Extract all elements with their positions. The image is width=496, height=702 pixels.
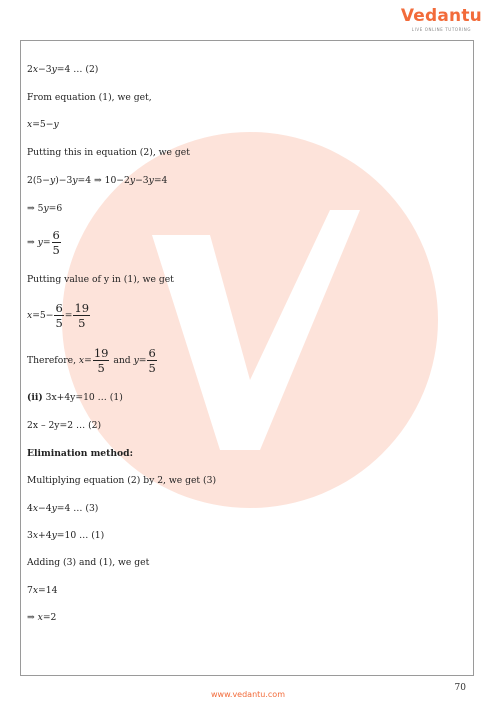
equation-line: ⇒ y= $\frac{6}{5}$: [27, 228, 60, 257]
fraction: $\frac{6}{5}$: [52, 228, 60, 257]
equation-line: x=5−y: [27, 119, 59, 130]
footer-link[interactable]: www.vedantu.com: [211, 690, 285, 699]
logo-tagline: LIVE ONLINE TUTORING: [411, 27, 472, 32]
equation-line: Therefore, x= $\frac{19}{5}$ and y= $\frac{6}{5}$: [27, 346, 156, 375]
text-line: 2x – 2y=2 … (2): [27, 420, 102, 431]
logo-wordmark: Vedantu: [400, 6, 482, 26]
text-line: Adding (3) and (1), we get: [27, 557, 150, 568]
equation-line: 2x−3y=4 … (2): [27, 64, 99, 75]
equation-line: ⇒ x=2: [27, 612, 57, 623]
equation-line: 7x=14: [27, 585, 58, 596]
equation-line: 3x+4y=10 … (1): [27, 530, 105, 541]
equation-line: 4x−4y=4 … (3): [27, 503, 99, 514]
equation-line: ⇒ 5y=6: [27, 203, 63, 214]
equation-line: (ii) 3x+4y=10 … (1): [27, 392, 123, 403]
page-number: 70: [454, 683, 466, 693]
equation-line: 2(5−y)−3y=4 ⇒ 10−2y−3y=4: [27, 175, 168, 186]
text-line: Putting value of y in (1), we get: [27, 274, 174, 285]
section-heading: Elimination method:: [27, 448, 134, 459]
fraction: $\frac{6}{5}$: [55, 301, 63, 330]
fraction: $\frac{19}{5}$: [93, 346, 109, 375]
vedantu-logo: [401, 6, 482, 32]
text-line: Putting this in equation (2), we get: [27, 147, 190, 158]
fraction: $\frac{19}{5}$: [74, 301, 90, 330]
text-line: Multiplying equation (2) by 2, we get (3): [27, 475, 217, 486]
equation-line: x=5− $\frac{6}{5}$ = $\frac{19}{5}$: [27, 301, 90, 330]
text-line: From equation (1), we get,: [27, 92, 152, 103]
fraction: $\frac{6}{5}$: [148, 346, 156, 375]
